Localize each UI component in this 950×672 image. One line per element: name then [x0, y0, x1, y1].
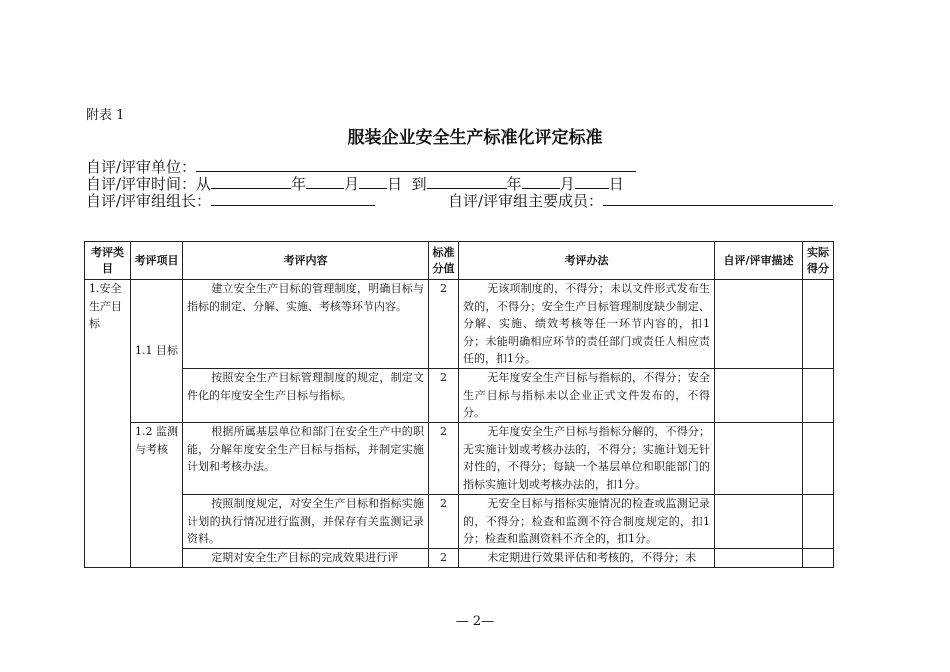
start-day-field[interactable]: [359, 174, 387, 189]
score-cell: 2: [429, 548, 459, 567]
start-month-unit: 月: [344, 175, 360, 193]
table-row: [85, 280, 834, 369]
page-title: 服装企业安全生产标准化评定标准: [347, 128, 603, 148]
end-year-field[interactable]: [427, 174, 507, 189]
end-year-unit: 年: [506, 175, 522, 193]
appendix-label: 附表 1: [86, 108, 125, 123]
evaluation-table: [84, 241, 834, 568]
header-item: 考评项目: [131, 242, 183, 280]
leader-field[interactable]: [211, 191, 375, 206]
start-year-field[interactable]: [211, 174, 291, 189]
actual-score-cell[interactable]: [803, 494, 834, 548]
table-row: [85, 548, 834, 567]
header-method: 考评办法: [459, 242, 715, 280]
description-cell[interactable]: [715, 494, 803, 548]
actual-score-cell[interactable]: [803, 368, 834, 422]
header-description: 自评/评审描述: [715, 242, 803, 280]
description-cell[interactable]: [715, 548, 803, 567]
score-cell: 2: [429, 494, 459, 548]
header-content: 考评内容: [183, 242, 429, 280]
start-day-unit: 日: [387, 175, 403, 193]
end-month-unit: 月: [559, 175, 575, 193]
description-cell[interactable]: [715, 422, 803, 494]
members-label: 自评/评审组主要成员：: [448, 192, 604, 210]
unit-field[interactable]: [196, 157, 636, 172]
method-cell: 无年度安全生产目标与指标分解的，不得分；无实施计划或考核办法的，不得分；实施计划无针对性的，不得分；每缺一个基层单位和职能部门的指标实施计划或考核办法的，扣1分。: [459, 422, 715, 494]
content-cell: 按照制度规定，对安全生产目标和指标实施计划的执行情况进行监测，并保存有关监测记录资料。: [183, 494, 429, 548]
header-actual: 实际得分: [803, 242, 834, 280]
actual-score-cell[interactable]: [803, 422, 834, 494]
time-label: 自评/评审时间：从: [86, 175, 212, 193]
end-day-field[interactable]: [575, 174, 609, 189]
form-members-line: [448, 191, 833, 210]
category-cell: 1.安全生产目标: [85, 280, 131, 568]
description-cell[interactable]: [715, 368, 803, 422]
end-day-unit: 日: [608, 175, 624, 193]
method-cell: 无年度安全生产目标与指标的，不得分；安全生产目标与指标未以企业正式文件发布的，不得分。: [459, 368, 715, 422]
table-row: [85, 494, 834, 548]
unit-label: 自评/评审单位：: [86, 158, 197, 176]
time-to: 到: [411, 175, 427, 193]
start-month-field[interactable]: [306, 174, 344, 189]
method-cell: 无安全目标与指标实施情况的检查或监测记录的，不得分；检查和监测不符合制度规定的，扣1分；检查和监测资料不齐全的，扣1分。: [459, 494, 715, 548]
description-cell[interactable]: [715, 280, 803, 369]
form-leader-line: [86, 191, 375, 210]
item-cell-1-1: 1.1 目标: [131, 280, 183, 423]
header-category: 考评类目: [85, 242, 131, 280]
score-cell: 2: [429, 422, 459, 494]
end-month-field[interactable]: [522, 174, 560, 189]
table-row: [85, 368, 834, 422]
header-score: 标准分值: [429, 242, 459, 280]
table-header-row: [85, 242, 834, 280]
content-cell: 根据所属基层单位和部门在安全生产中的职能，分解年度安全生产目标与指标，并制定实施计划和考核办法。: [183, 422, 429, 494]
actual-score-cell[interactable]: [803, 548, 834, 567]
table-row: [85, 422, 834, 494]
content-cell: 按照安全生产目标管理制度的规定，制定文件化的年度安全生产目标与指标。: [183, 368, 429, 422]
method-cell: 无该项制度的，不得分；未以文件形式发布生效的，不得分；安全生产目标管理制度缺少制定、分解、实施、绩效考核等任一环节内容的，扣1分；未能明确相应环节的责任部门或责任人相应责任的，扣1分。: [459, 280, 715, 369]
leader-label: 自评/评审组组长：: [86, 192, 212, 210]
score-cell: 2: [429, 368, 459, 422]
content-cell: 定期对安全生产目标的完成效果进行评: [183, 548, 429, 567]
method-cell: 未定期进行效果评估和考核的，不得分；未: [459, 548, 715, 567]
actual-score-cell[interactable]: [803, 280, 834, 369]
content-cell: 建立安全生产目标的管理制度，明确目标与指标的制定、分解、实施、考核等环节内容。: [183, 280, 429, 369]
members-field[interactable]: [603, 191, 833, 206]
page-number: — 2—: [455, 614, 495, 629]
item-cell-1-2: 1.2 监测与考核: [131, 422, 183, 567]
start-year-unit: 年: [291, 175, 307, 193]
score-cell: 2: [429, 280, 459, 369]
